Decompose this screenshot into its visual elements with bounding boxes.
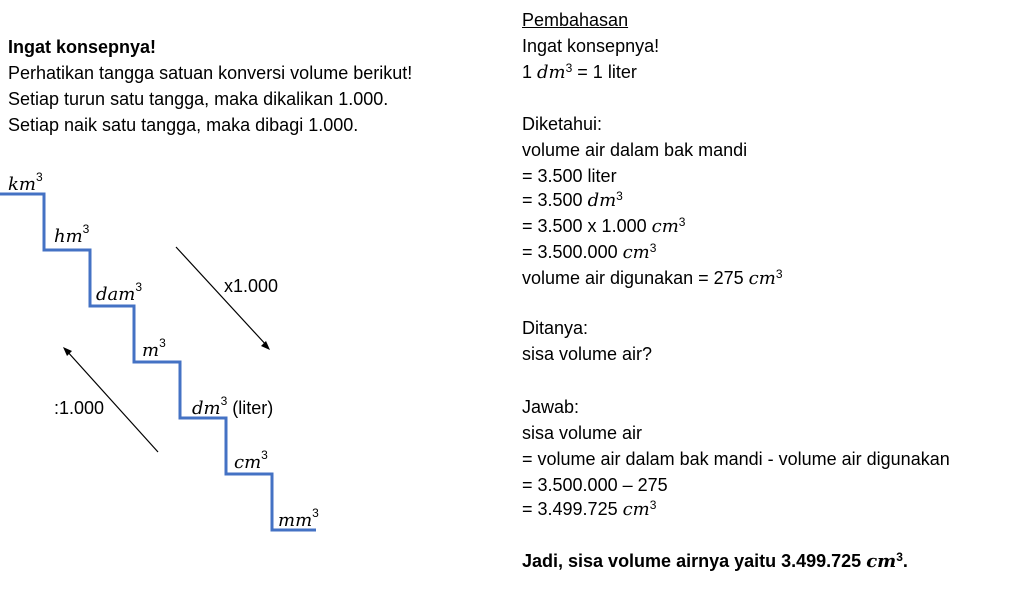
answer-line-1: sisa volume air — [522, 423, 643, 443]
asked-title: Ditanya: — [522, 318, 589, 338]
step-dm3: $dm^3$ (liter) — [192, 394, 274, 419]
step-m3: $m^3$ — [142, 336, 166, 361]
step-mm3: $mm^3$ — [278, 506, 319, 531]
known-line-3: = 3.500 $dm^3$ — [522, 189, 623, 211]
step-cm3: $cm^3$ — [234, 448, 268, 473]
answer-title: Jawab: — [522, 397, 580, 417]
concept-heading: Ingat konsepnya! — [8, 37, 157, 57]
instruction-line-3: Setiap naik satu tangga, maka dibagi 1.000. — [8, 115, 359, 135]
step-km3: $km^3$ — [8, 170, 43, 195]
concept-reminder: Ingat konsepnya! — [522, 36, 660, 56]
asked-line-1: sisa volume air? — [522, 344, 653, 364]
solution-title: Pembahasan — [522, 10, 629, 30]
known-line-6: volume air digunakan = 275 $cm^3$ — [522, 267, 783, 289]
divide-label: :1.000 — [54, 398, 105, 418]
instruction-line-2: Setiap turun satu tangga, maka dikalikan 1.000. — [8, 89, 389, 109]
instruction-line-1: Perhatikan tangga satuan konversi volume berikut! — [8, 63, 413, 83]
answer-line-2: = volume air dalam bak mandi - volume air digunakan — [522, 449, 950, 469]
down-arrow-head — [261, 341, 270, 350]
answer-line-3: = 3.500.000 – 275 — [522, 475, 668, 495]
known-line-5: = 3.500.000 $cm^3$ — [522, 241, 657, 263]
answer-line-4: = 3.499.725 $cm^3$ — [522, 498, 657, 520]
conclusion: Jadi, sisa volume airnya yaitu 3.499.725 $cm^3$. — [522, 550, 908, 572]
step-dam3: dam$^3$ — [96, 280, 143, 305]
step-hm3: $hm^3$ — [54, 222, 90, 247]
multiply-label: x1.000 — [224, 276, 279, 296]
known-line-4: = 3.500 x 1.000 $cm^3$ — [522, 215, 686, 237]
concept-formula: 1 $dm^3 = 1$ liter — [522, 61, 637, 83]
down-arrow — [176, 247, 268, 347]
stair-diagram — [0, 0, 340, 597]
known-line-2: = 3.500 liter — [522, 166, 617, 186]
known-line-1: volume air dalam bak mandi — [522, 140, 748, 160]
known-title: Diketahui: — [522, 114, 603, 134]
stair-line — [0, 194, 316, 530]
